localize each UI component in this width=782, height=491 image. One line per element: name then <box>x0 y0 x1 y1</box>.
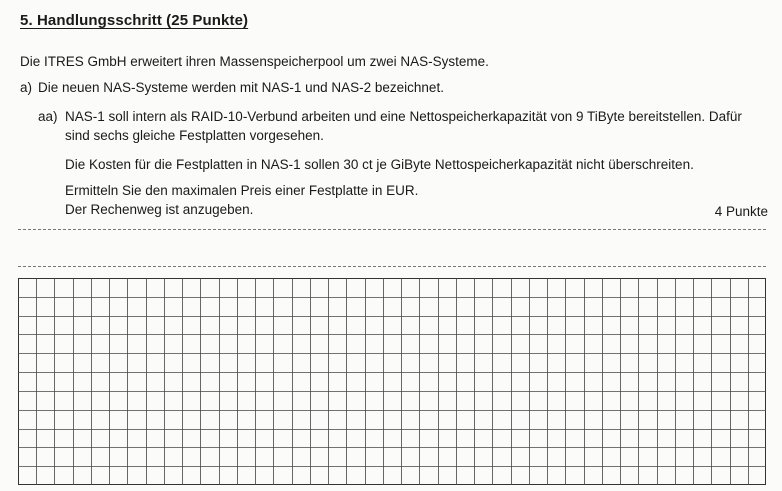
part-a-text: Die neuen NAS-Systeme werden mit NAS-1 und NAS-2 bezeichnet. <box>38 80 444 95</box>
points-label: 4 Punkte <box>714 204 768 219</box>
cost-constraint-text: Die Kosten für die Festplatten in NAS-1 sollen 30 ct je GiByte Nettospeicherkapazität nicht überschreiten. <box>65 157 694 172</box>
part-a-label: a) <box>20 80 33 95</box>
answer-line[interactable] <box>18 229 766 230</box>
task-note: Der Rechenweg ist anzugeben. <box>65 202 254 217</box>
answer-grid[interactable] <box>18 278 766 485</box>
task-instruction: Ermitteln Sie den maximalen Preis einer Festplatte in EUR. <box>65 183 419 198</box>
grid-frame <box>19 279 766 485</box>
part-aa-label: aa) <box>38 109 58 124</box>
grid-paper[interactable] <box>18 278 766 485</box>
part-aa-text: NAS-1 soll intern als RAID-10-Verbund arbeiten und eine Nettospeicherkapazität von 9 TiByte bereitstellen. Dafür sind sechs gleiche Festplatten vorgesehen. <box>65 109 742 143</box>
section-heading: 5. Handlungsschritt (25 Punkte) <box>20 12 249 29</box>
answer-line[interactable] <box>18 266 766 267</box>
intro-text: Die ITRES GmbH erweitert ihren Massenspeicherpool um zwei NAS-Systeme. <box>20 54 489 69</box>
